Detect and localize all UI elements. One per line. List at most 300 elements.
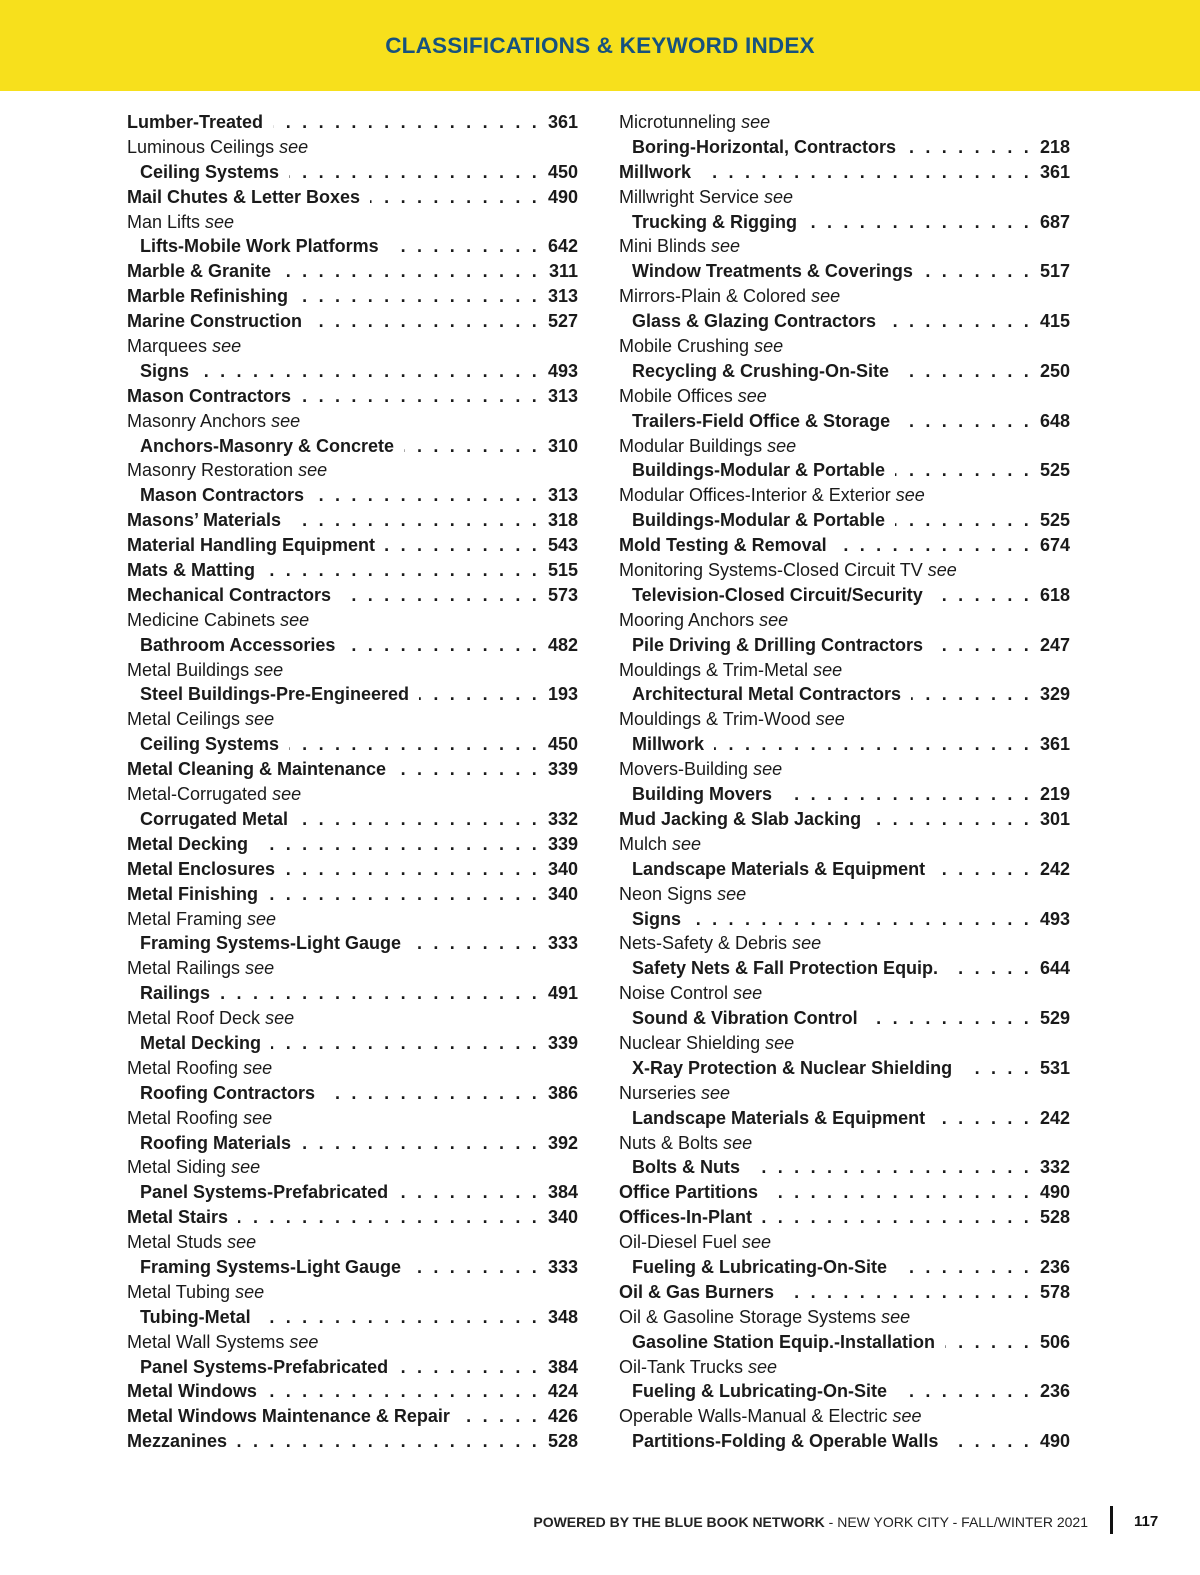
index-entry — [619, 1180, 1070, 1205]
cross-reference-term: Metal-Corrugated — [127, 784, 268, 805]
see-word: see — [279, 136, 309, 157]
entry-label: Metal Windows — [127, 1381, 257, 1402]
dot-leader — [389, 234, 540, 259]
dot-leader — [285, 857, 540, 882]
index-cross-reference — [619, 882, 1070, 907]
index-entry — [619, 807, 1070, 832]
dot-leader — [768, 1180, 1032, 1205]
index-see-target — [619, 409, 1070, 434]
dot-leader — [398, 1180, 540, 1205]
entry-page-number: 218 — [1039, 136, 1070, 157]
dot-leader — [900, 409, 1032, 434]
index-cross-reference — [127, 782, 578, 807]
entry-label: Trailers-Field Office & Storage — [632, 410, 891, 431]
index-entry — [127, 309, 578, 334]
index-see-target — [619, 1255, 1070, 1280]
entry-label: X-Ray Protection & Nuclear Shielding — [632, 1057, 953, 1078]
dot-leader — [291, 508, 540, 533]
see-word: see — [227, 1232, 257, 1253]
index-cross-reference — [127, 135, 578, 160]
entry-label: Metal Finishing — [127, 883, 259, 904]
entry-label: Television-Closed Circuit/Security — [632, 584, 923, 605]
cross-reference-term: Metal Tubing — [127, 1281, 231, 1302]
entry-label: Offices-In-Plant — [619, 1207, 753, 1228]
cross-reference-term: Luminous Ceilings — [127, 136, 275, 157]
index-cross-reference — [127, 1230, 578, 1255]
see-word: see — [280, 609, 310, 630]
dot-leader — [750, 1155, 1032, 1180]
index-cross-reference — [619, 1355, 1070, 1380]
cross-reference-term: Oil-Tank Trucks — [619, 1356, 744, 1377]
see-word: see — [813, 659, 843, 680]
entry-page-number: 528 — [1039, 1207, 1070, 1228]
dot-leader — [948, 956, 1032, 981]
entry-page-number: 493 — [1039, 908, 1070, 929]
entry-label: Building Movers — [632, 784, 773, 805]
index-entry — [619, 160, 1070, 185]
entry-page-number: 450 — [547, 734, 578, 755]
index-cross-reference — [619, 483, 1070, 508]
entry-label: Framing Systems-Light Gauge — [140, 933, 402, 954]
index-cross-reference — [619, 757, 1070, 782]
index-entry — [127, 185, 578, 210]
cross-reference-term: Metal Railings — [127, 958, 241, 979]
see-word: see — [748, 1356, 778, 1377]
entry-page-number: 301 — [1039, 808, 1070, 829]
entry-page-number: 242 — [1039, 1107, 1070, 1128]
index-entry — [127, 284, 578, 309]
dot-leader — [923, 259, 1032, 284]
dot-leader — [935, 857, 1032, 882]
see-word: see — [741, 112, 771, 132]
index-cross-reference — [619, 558, 1070, 583]
see-word: see — [892, 1406, 922, 1427]
index-see-target — [127, 359, 578, 384]
entry-label: Architectural Metal Contractors — [632, 684, 902, 705]
entry-page-number: 340 — [547, 1207, 578, 1228]
index-cross-reference — [619, 284, 1070, 309]
cross-reference-term: Marquees — [127, 336, 208, 357]
dot-leader — [325, 1081, 540, 1106]
dot-leader — [871, 807, 1032, 832]
see-word: see — [271, 410, 301, 431]
dot-leader — [807, 210, 1032, 235]
entry-label: Bathroom Accessories — [140, 634, 336, 655]
entry-label: Trucking & Rigging — [632, 211, 797, 232]
entry-page-number: 527 — [547, 311, 578, 332]
entry-label: Millwork — [632, 734, 705, 755]
index-cross-reference — [619, 234, 1070, 259]
cross-reference-term: Mobile Crushing — [619, 336, 750, 357]
entry-label: Signs — [140, 360, 190, 381]
index-see-target — [619, 633, 1070, 658]
see-word: see — [753, 759, 783, 780]
index-see-target — [619, 907, 1070, 932]
entry-page-number: 491 — [547, 983, 578, 1004]
entry-label: Recycling & Crushing-On-Site — [632, 360, 890, 381]
index-see-target — [619, 1006, 1070, 1031]
index-see-target — [619, 1330, 1070, 1355]
entry-label: Metal Windows Maintenance & Repair — [127, 1406, 450, 1427]
entry-page-number: 525 — [1039, 460, 1070, 481]
see-word: see — [759, 609, 789, 630]
entry-label: Signs — [632, 908, 682, 929]
entry-label: Framing Systems-Light Gauge — [140, 1256, 402, 1277]
entry-page-number: 426 — [547, 1406, 578, 1427]
index-see-target — [619, 583, 1070, 608]
cross-reference-term: Masonry Anchors — [127, 410, 267, 431]
entry-page-number: 384 — [547, 1356, 578, 1377]
entry-label: Mail Chutes & Letter Boxes — [127, 186, 361, 207]
dot-leader — [281, 259, 540, 284]
cross-reference-term: Mini Blinds — [619, 236, 707, 257]
entry-label: Gasoline Station Equip.-Installation — [632, 1331, 936, 1352]
entry-page-number: 648 — [1039, 410, 1070, 431]
cross-reference-term: Microtunneling — [619, 112, 737, 132]
dot-leader — [895, 458, 1032, 483]
dot-leader — [411, 1255, 540, 1280]
entry-page-number: 339 — [547, 759, 578, 780]
see-word: see — [767, 435, 797, 456]
index-cross-reference — [619, 384, 1070, 409]
entry-label: Marble Refinishing — [127, 286, 289, 307]
cross-reference-term: Metal Framing — [127, 908, 243, 929]
cross-reference-term: Mooring Anchors — [619, 609, 755, 630]
entry-page-number: 493 — [547, 360, 578, 381]
index-column-left — [127, 110, 578, 1454]
entry-page-number: 506 — [1039, 1331, 1070, 1352]
dot-leader — [267, 1379, 540, 1404]
entry-page-number: 490 — [547, 186, 578, 207]
entry-label: Mezzanines — [127, 1431, 228, 1452]
entry-label: Oil & Gas Burners — [619, 1281, 775, 1302]
cross-reference-term: Metal Siding — [127, 1157, 227, 1178]
entry-page-number: 318 — [547, 510, 578, 531]
index-see-target — [619, 508, 1070, 533]
see-word: see — [811, 286, 841, 307]
index-entry — [127, 259, 578, 284]
index-cross-reference — [619, 334, 1070, 359]
index-column-right — [619, 110, 1070, 1454]
cross-reference-term: Modular Offices-Interior & Exterior — [619, 485, 891, 506]
index-see-target — [127, 160, 578, 185]
entry-page-number: 242 — [1039, 858, 1070, 879]
index-see-target — [127, 1355, 578, 1380]
entry-page-number: 193 — [547, 684, 578, 705]
index-see-target — [127, 732, 578, 757]
entry-page-number: 313 — [547, 485, 578, 506]
entry-page-number: 642 — [547, 236, 578, 257]
see-word: see — [723, 1132, 753, 1153]
entry-page-number: 525 — [1039, 510, 1070, 531]
dot-leader — [460, 1404, 540, 1429]
dot-leader — [301, 384, 540, 409]
entry-page-number: 482 — [547, 634, 578, 655]
entry-page-number: 424 — [547, 1381, 578, 1402]
see-word: see — [815, 709, 845, 730]
index-cross-reference — [619, 608, 1070, 633]
index-see-target — [619, 857, 1070, 882]
entry-page-number: 361 — [1039, 734, 1070, 755]
entry-label: Roofing Contractors — [140, 1082, 315, 1103]
entry-page-number: 392 — [547, 1132, 578, 1153]
see-word: see — [754, 336, 784, 357]
dot-leader — [714, 732, 1032, 757]
dot-leader — [404, 434, 540, 459]
dot-leader — [237, 1429, 540, 1454]
entry-label: Mold Testing & Removal — [619, 535, 827, 556]
dot-leader — [265, 558, 540, 583]
dot-leader — [945, 1330, 1032, 1355]
index-cross-reference — [619, 434, 1070, 459]
index-cross-reference — [619, 1031, 1070, 1056]
entry-page-number: 236 — [1039, 1381, 1070, 1402]
cross-reference-term: Nuclear Shielding — [619, 1032, 761, 1053]
entry-page-number: 490 — [1039, 1431, 1070, 1452]
index-see-target — [619, 210, 1070, 235]
index-cross-reference — [127, 1056, 578, 1081]
see-word: see — [231, 1157, 261, 1178]
dot-leader — [895, 508, 1032, 533]
index-entry — [127, 508, 578, 533]
index-cross-reference — [127, 956, 578, 981]
entry-label: Buildings-Modular & Portable — [632, 460, 886, 481]
index-entry — [127, 110, 578, 135]
dot-leader — [899, 359, 1032, 384]
dot-leader — [396, 757, 540, 782]
index-see-target — [619, 956, 1070, 981]
entry-page-number: 618 — [1039, 584, 1070, 605]
entry-page-number: 517 — [1039, 261, 1070, 282]
entry-label: Ceiling Systems — [140, 734, 280, 755]
see-word: see — [765, 1032, 795, 1053]
entry-label: Panel Systems-Prefabricated — [140, 1356, 389, 1377]
entry-label: Anchors-Masonry & Concrete — [140, 435, 395, 456]
cross-reference-term: Masonry Restoration — [127, 460, 294, 481]
entry-label: Metal Cleaning & Maintenance — [127, 759, 387, 780]
cross-reference-term: Neon Signs — [619, 883, 713, 904]
see-word: see — [881, 1306, 911, 1327]
entry-label: Pile Driving & Drilling Contractors — [632, 634, 924, 655]
cross-reference-term: Mobile Offices — [619, 385, 733, 406]
index-cross-reference — [127, 1106, 578, 1131]
entry-page-number: 644 — [1039, 958, 1070, 979]
entry-page-number: 361 — [1039, 161, 1070, 182]
entry-page-number: 236 — [1039, 1256, 1070, 1277]
index-cross-reference — [619, 981, 1070, 1006]
index-cross-reference — [127, 334, 578, 359]
entry-label: Partitions-Folding & Operable Walls — [632, 1431, 939, 1452]
entry-label: Window Treatments & Coverings — [632, 261, 913, 282]
entry-label: Mechanical Contractors — [127, 584, 332, 605]
cross-reference-term: Mouldings & Trim-Wood — [619, 709, 811, 730]
footer-brand: POWERED BY THE BLUE BOOK NETWORK — [533, 1514, 825, 1530]
index-cross-reference — [127, 210, 578, 235]
cross-reference-term: Metal Wall Systems — [127, 1331, 285, 1352]
index-see-target — [127, 682, 578, 707]
index-see-target — [127, 807, 578, 832]
see-word: see — [737, 385, 767, 406]
see-word: see — [245, 709, 275, 730]
entry-page-number: 313 — [547, 286, 578, 307]
entry-label: Buildings-Modular & Portable — [632, 510, 886, 531]
entry-page-number: 339 — [547, 1032, 578, 1053]
entry-label: Mason Contractors — [140, 485, 305, 506]
entry-page-number: 450 — [547, 161, 578, 182]
entry-label: Mud Jacking & Slab Jacking — [619, 808, 862, 829]
index-see-target — [619, 732, 1070, 757]
entry-page-number: 528 — [547, 1431, 578, 1452]
dot-leader — [268, 882, 540, 907]
dot-leader — [962, 1056, 1032, 1081]
cross-reference-term: Modular Buildings — [619, 435, 763, 456]
index-cross-reference — [127, 1330, 578, 1355]
index-cross-reference — [619, 1404, 1070, 1429]
entry-label: Landscape Materials & Equipment — [632, 1107, 926, 1128]
entry-page-number: 332 — [1039, 1157, 1070, 1178]
entry-label: Glass & Glazing Contractors — [632, 311, 877, 332]
dot-leader — [782, 782, 1032, 807]
entry-label: Railings — [140, 983, 211, 1004]
entry-label: Metal Enclosures — [127, 858, 276, 879]
dot-leader — [935, 1106, 1032, 1131]
dot-leader — [911, 682, 1032, 707]
index-see-target — [619, 309, 1070, 334]
dot-leader — [948, 1429, 1032, 1454]
see-word: see — [265, 1008, 295, 1029]
index-entry — [127, 1404, 578, 1429]
dot-leader — [220, 981, 540, 1006]
dot-leader — [411, 931, 540, 956]
index-entry — [127, 1205, 578, 1230]
cross-reference-term: Oil-Diesel Fuel — [619, 1232, 738, 1253]
index-see-target — [619, 782, 1070, 807]
index-see-target — [127, 1131, 578, 1156]
entry-label: Tubing-Metal — [140, 1306, 251, 1327]
dot-leader — [271, 1031, 540, 1056]
see-word: see — [672, 833, 702, 854]
entry-label: Material Handling Equipment — [127, 535, 376, 556]
dot-leader — [933, 583, 1032, 608]
page-title: CLASSIFICATIONS & KEYWORD INDEX — [385, 33, 815, 58]
entry-page-number: 687 — [1039, 211, 1070, 232]
dot-leader — [314, 483, 540, 508]
dot-leader — [345, 633, 540, 658]
entry-page-number: 333 — [547, 1256, 578, 1277]
see-word: see — [235, 1281, 265, 1302]
entry-label: Fueling & Lubricating-On-Site — [632, 1256, 887, 1277]
index-cross-reference — [619, 110, 1070, 135]
footer-edition: - NEW YORK CITY - FALL/WINTER 2021 — [824, 1514, 1088, 1530]
see-word: see — [243, 1057, 273, 1078]
index-cross-reference — [619, 707, 1070, 732]
entry-page-number: 573 — [547, 584, 578, 605]
entry-label: Metal Decking — [127, 833, 249, 854]
cross-reference-term: Metal Roofing — [127, 1057, 239, 1078]
entry-page-number: 531 — [1039, 1057, 1070, 1078]
entry-label: Safety Nets & Fall Protection Equip. — [632, 958, 939, 979]
see-word: see — [764, 186, 794, 207]
entry-page-number: 247 — [1039, 634, 1070, 655]
entry-label: Mats & Matting — [127, 560, 255, 581]
entry-label: Bolts & Nuts — [632, 1157, 740, 1178]
index-see-target — [127, 434, 578, 459]
index-cross-reference — [619, 1081, 1070, 1106]
entry-page-number: 310 — [547, 435, 578, 456]
dot-leader — [199, 359, 540, 384]
entry-page-number: 578 — [1039, 1281, 1070, 1302]
dot-leader — [419, 682, 540, 707]
entry-label: Masons’ Materials — [127, 510, 282, 531]
index-entry — [619, 533, 1070, 558]
entry-label: Sound & Vibration Control — [632, 1008, 858, 1029]
dot-leader — [289, 160, 540, 185]
dot-leader — [886, 309, 1032, 334]
dot-leader — [261, 1305, 540, 1330]
entry-page-number: 529 — [1039, 1008, 1070, 1029]
entry-label: Panel Systems-Prefabricated — [140, 1182, 389, 1203]
index-see-target — [619, 458, 1070, 483]
entry-page-number: 490 — [1039, 1182, 1070, 1203]
footer-divider — [1110, 1506, 1113, 1534]
index-entry — [619, 1280, 1070, 1305]
index-see-target — [127, 1081, 578, 1106]
entry-page-number: 340 — [547, 858, 578, 879]
see-word: see — [254, 659, 284, 680]
cross-reference-term: Mouldings & Trim-Metal — [619, 659, 809, 680]
cross-reference-term: Noise Control — [619, 983, 729, 1004]
entry-page-number: 250 — [1039, 360, 1070, 381]
cross-reference-term: Metal Roof Deck — [127, 1008, 261, 1029]
dot-leader — [298, 284, 540, 309]
index-cross-reference — [127, 907, 578, 932]
dot-leader — [906, 135, 1032, 160]
index-cross-reference — [619, 832, 1070, 857]
cross-reference-term: Millwright Service — [619, 186, 760, 207]
dot-leader — [897, 1379, 1032, 1404]
entry-page-number: 361 — [547, 112, 578, 132]
dot-leader — [341, 583, 540, 608]
index-see-target — [127, 1305, 578, 1330]
dot-leader — [301, 1131, 540, 1156]
entry-label: Boring-Horizontal, Contractors — [632, 136, 896, 157]
index-see-target — [619, 1106, 1070, 1131]
index-cross-reference — [619, 185, 1070, 210]
cross-reference-term: Metal Buildings — [127, 659, 250, 680]
entry-page-number: 313 — [547, 385, 578, 406]
index-cross-reference — [619, 1230, 1070, 1255]
index-see-target — [127, 483, 578, 508]
index-see-target — [619, 1429, 1070, 1454]
index-see-target — [619, 1379, 1070, 1404]
cross-reference-term: Nuts & Bolts — [619, 1132, 719, 1153]
cross-reference-term: Metal Studs — [127, 1232, 223, 1253]
index-cross-reference — [619, 658, 1070, 683]
entry-page-number: 340 — [547, 883, 578, 904]
index-entry — [127, 1429, 578, 1454]
index-cross-reference — [127, 608, 578, 633]
entry-page-number: 348 — [547, 1306, 578, 1327]
see-word: see — [243, 1107, 273, 1128]
cross-reference-term: Mirrors-Plain & Colored — [619, 286, 807, 307]
see-word: see — [212, 336, 242, 357]
see-word: see — [272, 784, 302, 805]
entry-page-number: 543 — [547, 535, 578, 556]
index-see-target — [127, 981, 578, 1006]
entry-label: Lifts-Mobile Work Platforms — [140, 236, 379, 257]
index-entry — [127, 757, 578, 782]
entry-label: Lumber-Treated — [127, 112, 264, 132]
